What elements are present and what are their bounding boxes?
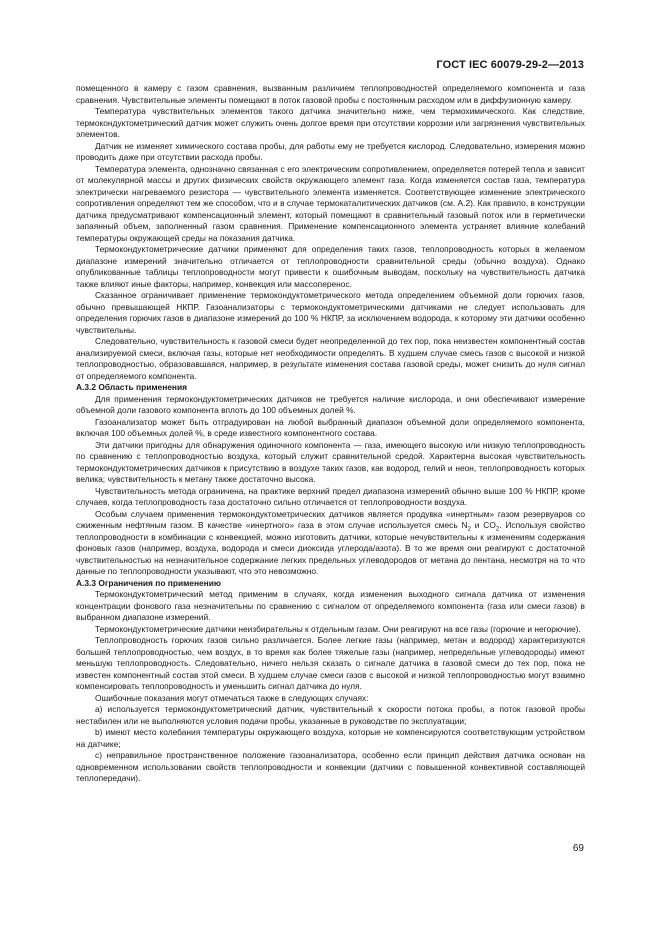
- paragraph: Ошибочные показания могут отмечаться также в следующих случаях:: [95, 692, 369, 703]
- text-run: и CO: [470, 520, 496, 530]
- paragraph: Датчик не изменяет химического состава пробы, для работы ему не требуется кислород. Следовательно, измерения можно проводить даже при отсутствии расхода пробы.: [76, 140, 585, 162]
- paragraph: Температура элемента, однозначно связанная с его электрическим сопротивлением, определяется потерей тепла и зависит от молекулярной массы и других физических свойств окружающего элемент газа. Когда изменяется состав газа, температура электрически нагреваемого резистора — чувствительного элемента изменяется. Соответствующее изменение электрического сопротивления определяют тем же способом, что и в случае термокаталитических датчиков (см. А.2). Как правило, в конструкции датчика предусматривают компенсационный элемент, который помещают в сравнительный газовый поток или в герметически запаянный объем, заполненный газом сравнения. Применение компенсационного элемента устраняет влияние колебаний температуры окружающей среды на показания датчика.: [76, 163, 585, 243]
- paragraph: Газоанализатор может быть отградуирован на любой выбранный диапазон объемной доли определяемого компонента, включая 100 объемных долей %, в среде известного компонентного состава.: [76, 416, 585, 438]
- page-number: 69: [572, 843, 584, 854]
- paragraph: Сказанное ограничивает применение термокондуктометрического метода определением объемной доли горючих газов, обычно превышающей НКПР. Газоанализаторы с термокондуктометрическими датчиками не следует использовать для определения горючих газов в диапазоне измерений до 100 % НКПР, за исключением водорода, к которому эти датчики особенно чувствительны.: [76, 290, 585, 335]
- list-item: а) используется термокондуктометрический датчик, чувствительный к скорости потока пробы, а поток газовой пробы нестабилен или не выполняются условия подачи пробы, указанные в руководстве по эксплуатации;: [76, 704, 585, 726]
- subscript: 2: [467, 526, 471, 533]
- paragraph: Температура чувствительных элементов такого датчика значительно ниже, чем термохимического. Как следствие, термокондуктометрический датчик может служить очень долгое время при отсутствии коррозии или загрязнения чувствительных элементов.: [76, 106, 585, 139]
- paragraph: Термокондуктометрические датчики применяют для определения таких газов, теплопроводность которых в желаемом диапазоне измерений значительно отличается от теплопроводности сравнительной среды (обычно воздуха). Однако опубликованные таблицы теплопроводности могут привести к ошибочным выводам, поскольку на чувствительность датчика также влияют иные факторы, например, конвекция или массоперенос.: [76, 244, 585, 289]
- section-heading: А.3.2 Область применения: [76, 382, 188, 392]
- paragraph: Чувствительность метода ограничена, на практике верхний предел диапазона измерений обычно выше 100 % НКПР, кроме случаев, когда теплопроводность газа достаточно сильно отличается от теплопроводности воздуха.: [76, 485, 585, 507]
- paragraph: Эти датчики пригодны для обнаружения одиночного компонента — газа, имеющего высокую или низкую теплопроводность по сравнению с теплопроводностью воздуха, который служит сравнительной средой. Характерна высокая чувствительность термокондуктометрических датчиков к присутствию в воздухе таких газов, как водород, гелий и неон, теплопроводность которых велика; чувствительность к метану также достаточно высока.: [76, 439, 585, 484]
- standard-header: ГОСТ IEC 60079-29-2—2013: [436, 59, 584, 71]
- text-run: Особым случаем применения термокондуктометрических датчиков является продувка «инертным» газом резервуаров со сжиженным нефтяным газом. В качестве «инертного» газа в этом случае используется смесь N: [76, 508, 585, 530]
- paragraph: Для применения термокондуктометрических датчиков не требуется наличие кислорода, и они обеспечивают измерение объемной доли газового компонента вплоть до 100 объемных долей %.: [76, 393, 585, 415]
- paragraph: Следовательно, чувствительность к газовой смеси будет неопределенной до тех пор, пока неизвестен компонентный состав анализируемой смеси, включая газы, которые нет необходимости определять. В худшем случае смесь газов с высокой и низкой теплопроводностью, образовавшаяся, например, в результате изменения состава газовой среды, может снизить до нуля сигнал от определяемого компонента.: [76, 336, 585, 381]
- paragraph: помещенного в камеру с газом сравнения, вызванным различием теплопроводностей определяемого компонента и газа сравнения. Чувствительные элементы помещают в поток газовой пробы с постоянным расходом или в диффузионную камеру.: [76, 83, 585, 105]
- list-item: с) неправильное пространственное положение газоанализатора, особенно если принцип действия датчика основан на одновременном использовании свойств теплопроводности и конвекции (датчики с повышенной конвективной составляющей теплопередачи).: [76, 750, 585, 783]
- list-item: b) имеют место колебания температуры окружающего воздуха, которые не компенсируются соответствующим устройством на датчике;: [76, 727, 585, 749]
- page-body: [76, 83, 585, 785]
- paragraph-with-formulas: [76, 509, 585, 578]
- text-run: . Используя свойство теплопроводности в комбинации с конвекцией, можно изготовить датчики, которые нечувствительны к изменениям содержания фоновых газов (например, воздуха, водорода и смеси диоксида углерода/азота). В то же время они реагируют с достаточной чувствительностью на незначительное содержание легких предельных углеводородов от метана до пентана, несмотря на то что данные по теплопроводности указывают, что это невозможно.: [76, 520, 585, 576]
- section-heading: А.3.3 Ограничения по применению: [76, 577, 222, 588]
- paragraph: Термокондуктометрический метод применим в случаях, когда изменения выходного сигнала датчика от изменения концентрации фонового газа незначительны по сравнению с сигналом от определяемого компонента (газа или смеси газов) в выбранном диапазоне измерений.: [76, 589, 585, 622]
- paragraph: Теплопроводность горючих газов сильно различается. Более легкие газы (например, метан и водород) характеризуются большей теплопроводностью, чем воздух, в то время как более тяжелые газы (например, непредельные углеводороды) имеют меньшую теплопроводность. Следовательно, ничего нельзя сказать о сигнале датчика в газовой смеси до тех пор, пока не известен компонентный состав этой смеси. В худшем случае смеси газов с высокой и низкой теплопроводностью могут взаимно компенсировать теплопроводность и уменьшить сигнал датчика до нуля.: [76, 635, 585, 691]
- paragraph: Термокондуктометрические датчики неизбирательны к отдельным газам. Они реагируют на все газы (горючие и негорючие).: [95, 623, 581, 634]
- subscript: 2: [495, 526, 500, 533]
